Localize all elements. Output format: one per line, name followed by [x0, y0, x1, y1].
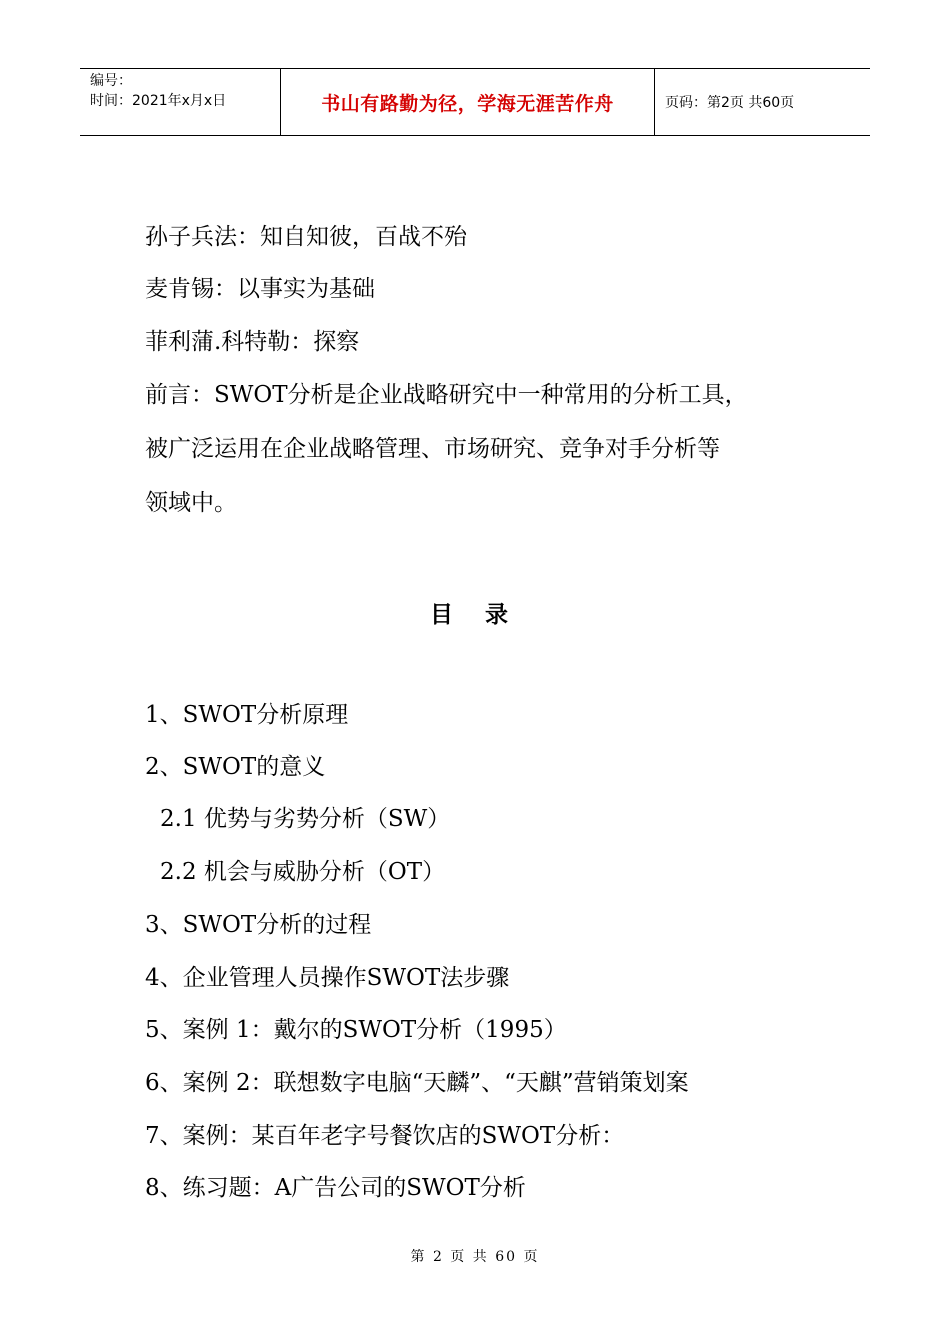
header-motto: 书山有路勤为径，学海无涯苦作舟 [321, 92, 614, 115]
header-page-cell [655, 69, 870, 135]
toc-item: 3、SWOT分析的过程 [145, 912, 372, 938]
toc-item: 7、案例：某百年老字号餐饮店的SWOT分析： [145, 1123, 625, 1149]
document-header [80, 68, 870, 136]
intro-line-sunzi: 孙子兵法：知自知彼，百战不殆 [145, 224, 467, 250]
toc-item: 2.1 优势与劣势分析（SW） [160, 806, 451, 832]
header-motto-cell [281, 69, 655, 135]
toc-item: 2.2 机会与威胁分析（OT） [160, 859, 446, 885]
toc-item: 5、案例 1：戴尔的SWOT分析（1995） [145, 1017, 567, 1043]
intro-line-preface-2: 被广泛运用在企业战略管理、市场研究、竞争对手分析等 [145, 436, 720, 462]
header-meta-cell [80, 69, 281, 135]
intro-line-kotler: 菲利蒲.科特勒：探察 [145, 329, 360, 355]
intro-line-preface-1: 前言：SWOT分析是企业战略研究中一种常用的分析工具， [145, 382, 748, 408]
header-page-info: 页码：第2页 共60页 [665, 95, 795, 111]
toc-item: 6、案例 2：联想数字电脑“天麟”、“天麒”营销策划案 [145, 1070, 689, 1096]
intro-line-mckinsey: 麦肯锡：以事实为基础 [145, 276, 375, 302]
toc-item: 1、SWOT分析原理 [145, 702, 349, 728]
toc-title: 目 录 [429, 602, 520, 628]
toc-item: 4、企业管理人员操作SWOT法步骤 [145, 965, 510, 991]
intro-line-preface-3: 领域中。 [145, 490, 237, 516]
toc-item: 2、SWOT的意义 [145, 754, 326, 780]
date-label: 时间：2021年x月x日 [90, 93, 227, 109]
page-footer: 第 2 页 共 60 页 [410, 1249, 540, 1265]
toc-item: 8、练习题：A广告公司的SWOT分析 [145, 1175, 526, 1201]
number-label: 编号： [90, 73, 132, 89]
